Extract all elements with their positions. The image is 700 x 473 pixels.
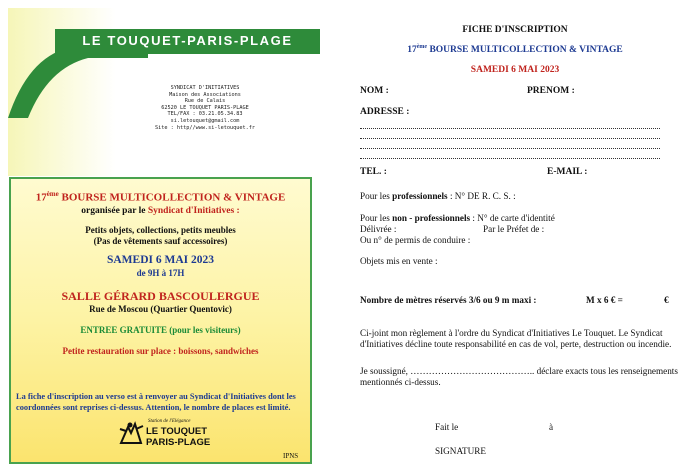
touquet-logo-icon — [118, 421, 144, 447]
poster-free-entry: ENTREE GRATUITE (pour les visiteurs) — [80, 325, 241, 335]
email-label: E-MAIL : — [547, 167, 588, 177]
syndicat-line: Maison des Associations — [169, 91, 241, 98]
prenom-label: PRENOM : — [527, 86, 575, 96]
professional-field: Pour les professionnels : N° DE R. C. S. : — [360, 191, 516, 201]
logo-text: PARIS-PLAGE — [146, 437, 211, 448]
delivree-label: Délivrée : — [360, 224, 397, 234]
syndicat-line: si.letouquet@gmail.com — [170, 117, 240, 124]
signature-label: SIGNATURE — [435, 446, 487, 456]
adresse-line — [360, 148, 660, 150]
form-date: SAMEDI 6 MAI 2023 — [470, 65, 560, 75]
poster-items-line: Petits objets, collections, petits meubles — [85, 225, 236, 235]
metres-label: Nombre de mètres réservés 3/6 ou 9 m maxi : — [360, 295, 537, 305]
fait-le-label: Fait le — [435, 422, 459, 432]
poster-items-line: (Pas de vêtements sauf accessoires) — [93, 236, 228, 246]
ipns-mark: IPNS — [283, 452, 299, 460]
euro-sign: € — [664, 295, 669, 305]
syndicat-line: Site : http//www.si-letouquet.fr — [155, 124, 255, 131]
syndicat-line: SYNDICAT D'INITIATIVES — [170, 85, 240, 91]
payment-note: Ci-joint mon règlement à l'ordre du Syndicat d'Initiatives Le Touquet. Le Syndicat d'Initiatives décline toute responsabilité en cas de vol, perte, destruction ou incendie. — [360, 328, 672, 349]
adresse-line — [360, 138, 660, 140]
adresse-label: ADRESSE : — [360, 107, 410, 117]
a-label: à — [549, 422, 554, 432]
adresse-line — [360, 158, 660, 160]
adresse-line — [360, 128, 660, 130]
poster-venue: SALLE GÉRARD BASCOULERGUE — [61, 289, 260, 303]
logo-tagline: Station de l'Elégance — [148, 419, 191, 424]
poster-title: 17ème BOURSE MULTICOLLECTION & VINTAGE — [35, 190, 286, 204]
form-title: FICHE D'INSCRIPTION — [462, 25, 568, 35]
poster-date: SAMEDI 6 MAI 2023 — [106, 254, 214, 266]
permis-label: Ou n° de permis de conduire : — [360, 235, 471, 245]
poster-hours: de 9H à 17H — [136, 268, 185, 278]
non-professional-field: Pour les non - professionnels : N° de carte d'identité — [360, 213, 555, 223]
syndicat-line: Rue de Calais — [184, 98, 226, 105]
tel-label: TEL. : — [360, 167, 387, 177]
syndicat-line: 62520 LE TOUQUET PARIS-PLAGE — [161, 104, 249, 111]
poster-note: La fiche d'inscription au verso est à renvoyer au Syndicat d'Initiatives dont les coordonnées sont reprises ci-dessus. Attention, le nombre de places est limité. — [16, 392, 296, 412]
price-formula: M x 6 € = — [586, 295, 623, 305]
logo-text: LE TOUQUET — [146, 426, 208, 437]
town-title: LE TOUQUET-PARIS-PLAGE — [82, 33, 293, 48]
prefet-label: Par le Préfet de : — [483, 224, 545, 234]
syndicat-line: TEL/FAX : 03.21.05.34.83 — [167, 111, 243, 118]
form-event-name: 17ème BOURSE MULTICOLLECTION & VINTAGE — [407, 44, 623, 56]
objets-label: Objets mis en vente : — [360, 256, 438, 266]
poster-organizer: organisée par le Syndicat d'Initiatives : — [81, 206, 240, 216]
declaration: Je soussigné, ………………………………….. déclare exacts tous les renseignements mentionnés ci-dessus. — [360, 366, 678, 387]
poster-street: Rue de Moscou (Quartier Quentovic) — [89, 304, 232, 314]
poster-refreshments: Petite restauration sur place : boissons, sandwiches — [62, 346, 259, 356]
syndicat-address — [120, 85, 290, 131]
nom-label: NOM : — [360, 86, 389, 96]
